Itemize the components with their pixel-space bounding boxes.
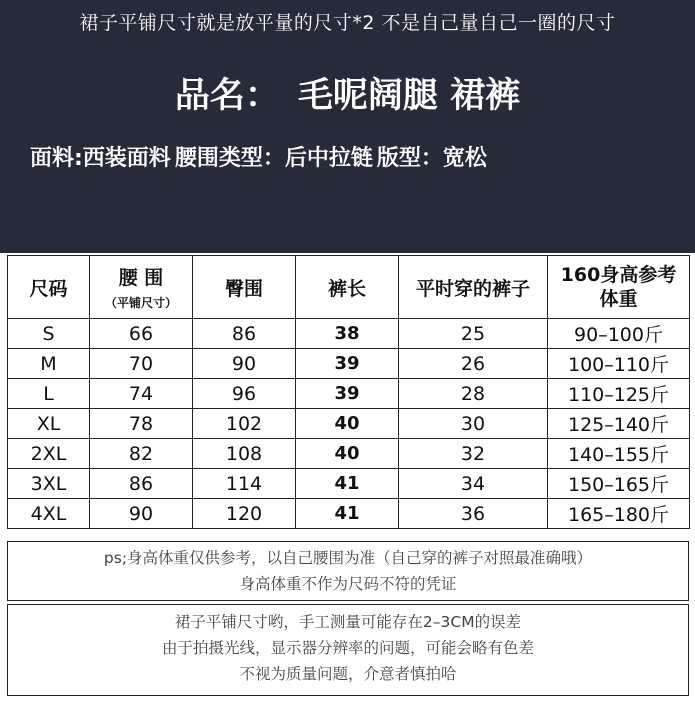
- cell-usual: 30: [399, 409, 548, 439]
- cell-weight: 90–100斤: [548, 319, 690, 349]
- cell-size: XL: [8, 409, 90, 439]
- header-banner: [0, 0, 695, 253]
- header-waist-sub: （平铺尺寸）: [104, 296, 177, 310]
- cell-weight: 140–155斤: [548, 439, 690, 469]
- cell-size: L: [8, 379, 90, 409]
- header-weight-line2: 体重: [599, 288, 638, 310]
- cell-size: M: [8, 349, 90, 379]
- cell-length: 39: [296, 379, 399, 409]
- disclaimer-note: [7, 604, 689, 696]
- cell-size: 4XL: [8, 499, 90, 529]
- fabric-spec: 面料:西装面料: [30, 146, 171, 171]
- cell-usual: 25: [399, 319, 548, 349]
- header-hip: 臀围: [193, 256, 296, 319]
- product-name: 毛呢阔腿 裙裤: [297, 76, 521, 116]
- cell-length: 38: [296, 319, 399, 349]
- header-waist-label: 腰 围: [118, 267, 164, 289]
- cell-weight: 125–140斤: [548, 409, 690, 439]
- cell-weight: 165–180斤: [548, 499, 690, 529]
- header-weight: [548, 256, 690, 319]
- product-title: [0, 68, 695, 118]
- waist-type-spec: 腰围类型：后中拉链: [174, 146, 373, 171]
- cell-size: 3XL: [8, 469, 90, 499]
- cell-length: 41: [296, 499, 399, 529]
- header-size: 尺码: [8, 256, 90, 319]
- header-weight-line1: 160身高参考: [560, 264, 677, 286]
- table-header-row: [8, 256, 690, 319]
- cell-waist: 78: [90, 409, 193, 439]
- header-waist: [90, 256, 193, 319]
- table-row: [8, 349, 690, 379]
- reference-note: [7, 541, 689, 601]
- cell-size: S: [8, 319, 90, 349]
- cell-hip: 120: [193, 499, 296, 529]
- product-label: 品名：: [174, 76, 280, 116]
- cell-length: 40: [296, 439, 399, 469]
- cell-hip: 102: [193, 409, 296, 439]
- header-length: 裤长: [296, 256, 399, 319]
- disclaimer-note-line: 裙子平铺尺寸哟，手工测量可能存在2–3CM的误差: [174, 613, 522, 631]
- cell-weight: 100–110斤: [548, 349, 690, 379]
- fit-spec: 版型：宽松: [376, 146, 487, 171]
- disclaimer-note-line: 由于拍摄光线，显示器分辨率的问题，可能会略有色差: [161, 639, 534, 657]
- cell-waist: 90: [90, 499, 193, 529]
- header-usual: 平时穿的裤子: [399, 256, 548, 319]
- cell-length: 40: [296, 409, 399, 439]
- table-row: [8, 469, 690, 499]
- disclaimer-note-line: 不视为质量问题，介意者慎拍哈: [239, 665, 457, 683]
- cell-hip: 114: [193, 469, 296, 499]
- cell-usual: 34: [399, 469, 548, 499]
- table-row: [8, 379, 690, 409]
- reference-note-line: ps;身高体重仅供参考，以自己腰围为准（自己穿的裤子对照最准确哦）: [103, 549, 593, 567]
- cell-waist: 70: [90, 349, 193, 379]
- cell-hip: 96: [193, 379, 296, 409]
- cell-hip: 86: [193, 319, 296, 349]
- cell-length: 41: [296, 469, 399, 499]
- product-specs: [30, 141, 491, 172]
- cell-hip: 90: [193, 349, 296, 379]
- cell-weight: 150–165斤: [548, 469, 690, 499]
- measurement-notice: 裙子平铺尺寸就是放平量的尺寸*2 不是自己量自己一圈的尺寸: [79, 12, 616, 34]
- cell-length: 39: [296, 349, 399, 379]
- cell-hip: 108: [193, 439, 296, 469]
- cell-waist: 66: [90, 319, 193, 349]
- table-row: [8, 439, 690, 469]
- table-row: [8, 319, 690, 349]
- cell-size: 2XL: [8, 439, 90, 469]
- cell-usual: 32: [399, 439, 548, 469]
- size-table: [7, 255, 690, 529]
- cell-usual: 26: [399, 349, 548, 379]
- table-row: [8, 499, 690, 529]
- cell-weight: 110–125斤: [548, 379, 690, 409]
- reference-note-line: 身高体重不作为尺码不符的凭证: [239, 575, 457, 593]
- cell-waist: 86: [90, 469, 193, 499]
- cell-usual: 28: [399, 379, 548, 409]
- cell-usual: 36: [399, 499, 548, 529]
- cell-waist: 82: [90, 439, 193, 469]
- table-row: [8, 409, 690, 439]
- cell-waist: 74: [90, 379, 193, 409]
